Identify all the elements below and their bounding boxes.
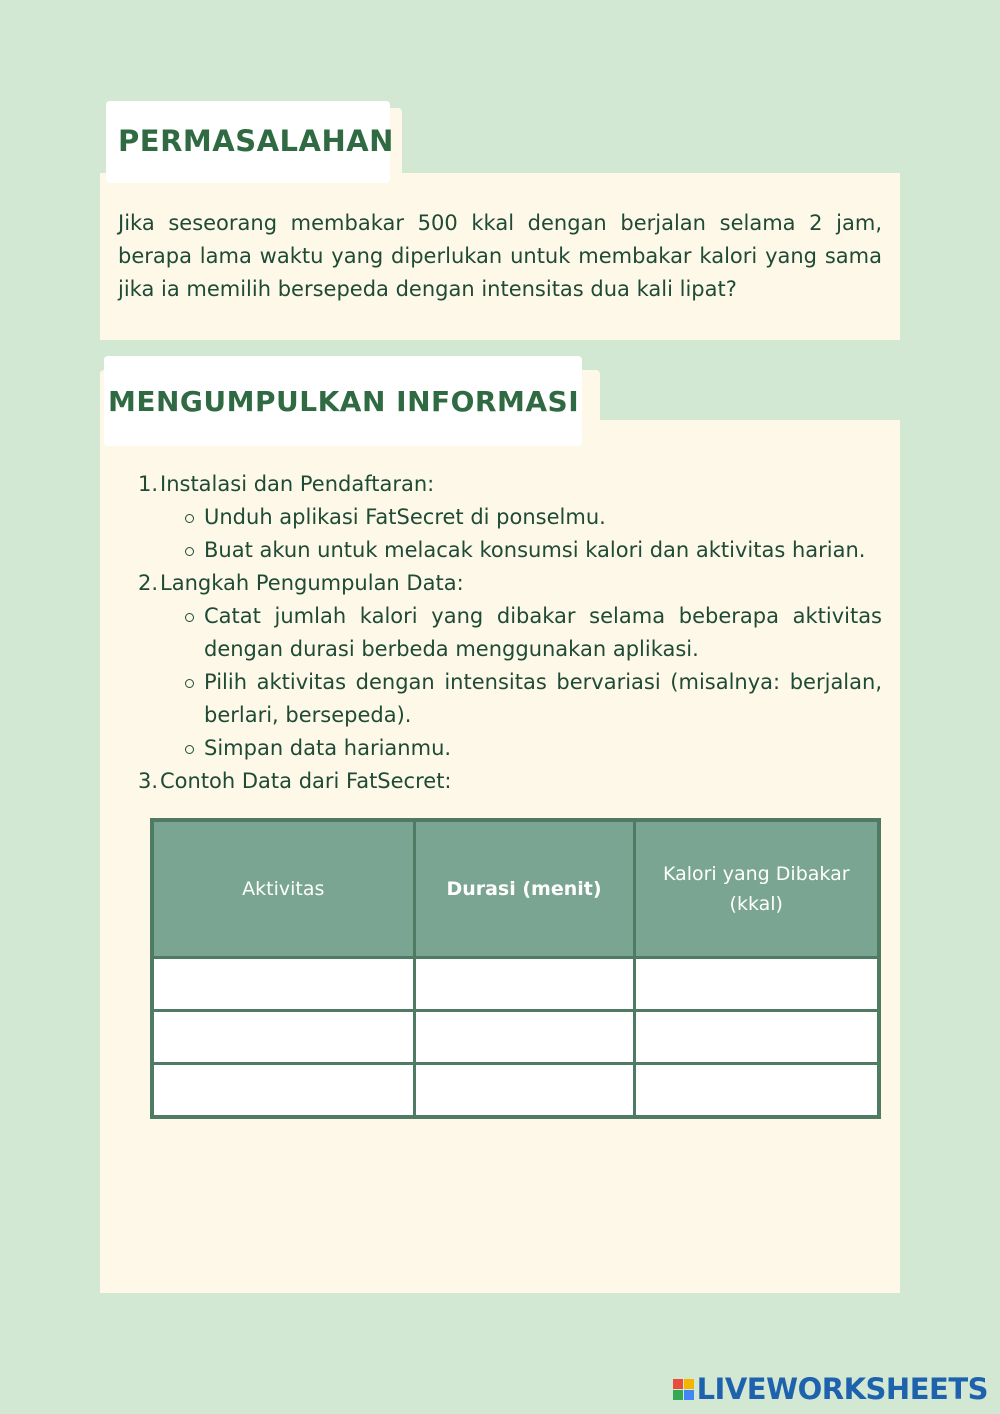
info-heading: MENGUMPULKAN INFORMASI <box>108 385 580 418</box>
table-cell-input[interactable] <box>414 1064 634 1118</box>
sub-item <box>118 501 882 534</box>
sub-item-text: Catat jumlah kalori yang dibakar selama beberapa aktivitas dengan durasi berbeda menggunakan aplikasi. <box>204 604 882 661</box>
sub-item-text: Unduh aplikasi FatSecret di ponselmu. <box>204 505 606 529</box>
list-label: Instalasi dan Pendaftaran: <box>160 472 435 496</box>
header-duration: Durasi (menit) <box>414 820 634 958</box>
table-row <box>152 1064 879 1118</box>
sub-item <box>118 600 882 666</box>
list-number: 1. <box>137 472 158 496</box>
table-header-row <box>152 820 879 958</box>
logo-square-icon <box>673 1379 683 1389</box>
table-cell-input[interactable] <box>414 958 634 1011</box>
sub-item <box>118 732 882 765</box>
sub-item <box>118 666 882 732</box>
data-table <box>150 818 881 1119</box>
problem-text: Jika seseorang membakar 500 kkal dengan berjalan selama 2 jam, berapa lama waktu yang diperlukan untuk membakar kalori yang sama jika ia memilih bersepeda dengan intensitas dua kali lipat? <box>118 211 882 301</box>
header-calories: Kalori yang Dibakar (kkal) <box>634 820 879 958</box>
live-logo-icon <box>673 1379 694 1400</box>
table-cell-input[interactable] <box>152 1011 414 1064</box>
table-row <box>152 958 879 1011</box>
problem-heading: PERMASALAHAN <box>118 124 394 158</box>
logo-square-icon <box>673 1390 683 1400</box>
table-cell-input[interactable] <box>152 1064 414 1118</box>
list-item <box>118 765 882 798</box>
bullet-icon <box>185 547 194 556</box>
table-cell-input[interactable] <box>634 958 879 1011</box>
table-cell-input[interactable] <box>152 958 414 1011</box>
bullet-icon <box>185 679 194 688</box>
sub-item-text: Buat akun untuk melacak konsumsi kalori dan aktivitas harian. <box>204 538 866 562</box>
list-item <box>118 567 882 600</box>
liveworksheets-logo[interactable] <box>673 1372 988 1406</box>
list-number: 3. <box>137 769 158 793</box>
bullet-icon <box>185 613 194 622</box>
sub-item-text: Pilih aktivitas dengan intensitas bervariasi (misalnya: berjalan, berlari, bersepeda). <box>204 670 882 727</box>
sub-item <box>118 534 882 567</box>
bullet-icon <box>185 514 194 523</box>
table-cell-input[interactable] <box>414 1011 634 1064</box>
sub-item-text: Simpan data harianmu. <box>204 736 452 760</box>
list-item <box>118 468 882 501</box>
bullet-icon <box>185 745 194 754</box>
list-label: Contoh Data dari FatSecret: <box>160 769 452 793</box>
logo-text: LIVEWORKSHEETS <box>696 1372 988 1406</box>
logo-square-icon <box>684 1379 694 1389</box>
list-label: Langkah Pengumpulan Data: <box>160 571 464 595</box>
table-row <box>152 1011 879 1064</box>
logo-square-icon <box>684 1390 694 1400</box>
list-number: 2. <box>137 571 158 595</box>
header-activity: Aktivitas <box>152 820 414 958</box>
table-cell-input[interactable] <box>634 1011 879 1064</box>
info-list <box>118 468 882 798</box>
table-cell-input[interactable] <box>634 1064 879 1118</box>
